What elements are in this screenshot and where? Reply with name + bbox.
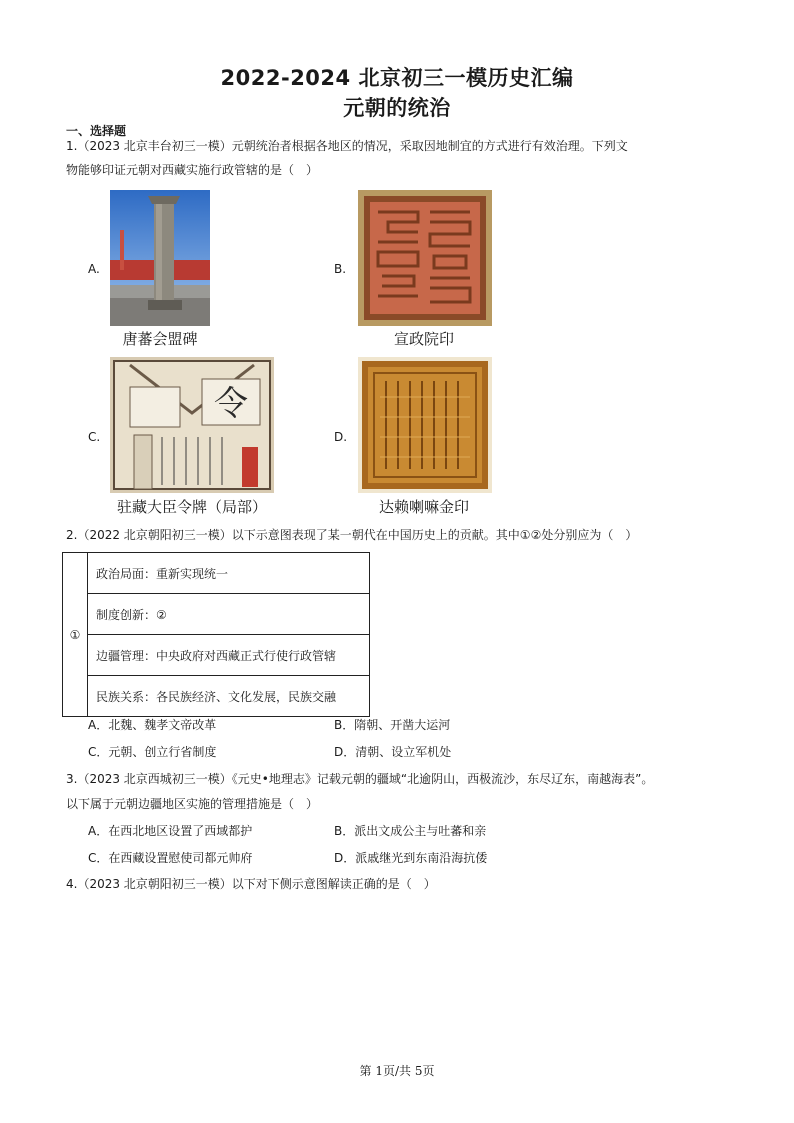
q4-stem: 4.（2023 北京朝阳初三一模）以下对下侧示意图解读正确的是（ ）: [66, 877, 436, 891]
q3-stem-line2: 以下属于元朝边疆地区实施的管理措施是（ ）: [66, 797, 319, 811]
q2-option-b: B．隋朝、开凿大运河: [334, 718, 451, 732]
golden-seal-image: [358, 357, 492, 493]
q3-stem-line1: 3.（2023 北京西城初三一模）《元史•地理志》记载元朝的疆域“北逾阴山，西极流沙，东尽辽东，南越海表”。: [66, 772, 654, 786]
q1-option-d-caption: 达赖喇嘛金印: [378, 498, 469, 516]
q1-option-b-letter: B.: [334, 262, 347, 276]
q2-row-frontier: 边疆管理：中央政府对西藏正式行使行政管辖: [88, 635, 370, 676]
q1-option-a-caption: 唐蕃会盟碑: [122, 330, 198, 348]
q3-option-d: D．派戚继光到东南沿海抗倭: [334, 851, 488, 865]
q2-blank-1: ①: [63, 553, 88, 717]
q2-diagram-table: [62, 552, 370, 717]
stele-photo: [110, 190, 210, 326]
q3-option-b: B．派出文成公主与吐蕃和亲: [334, 824, 487, 838]
q1-stem-line2: 物能够印证元朝对西藏实施行政管辖的是（ ）: [66, 163, 319, 177]
q2-option-c: C．元朝、创立行省制度: [88, 745, 217, 759]
token-glyph: 令: [214, 384, 248, 424]
q1-option-d-letter: D.: [334, 430, 348, 444]
document-subtitle: 元朝的统治: [343, 96, 451, 120]
document-title: 2022-2024 北京初三一模历史汇编: [220, 66, 574, 90]
q1-option-c-letter: C.: [88, 430, 101, 444]
q2-option-d: D．清朝、设立军机处: [334, 745, 452, 759]
q2-row-institution: 制度创新：②: [88, 594, 370, 635]
section-heading: 一、选择题: [66, 124, 127, 138]
seal-xuanzhengyuan-image: [358, 190, 492, 326]
q1-option-b-caption: 宣政院印: [393, 330, 454, 348]
q1-option-c-caption: 驻藏大臣令牌（局部）: [116, 498, 267, 516]
q1-option-a-letter: A.: [88, 262, 100, 276]
token-plaque-image: [110, 357, 274, 493]
q2-row-ethnic: 民族关系：各民族经济、文化发展，民族交融: [88, 676, 370, 717]
q2-stem: 2.（2022 北京朝阳初三一模）以下示意图表现了某一朝代在中国历史上的贡献。其中①②处分别应为（ ）: [66, 528, 638, 542]
q3-option-c: C．在西藏设置慰使司都元帅府: [88, 851, 253, 865]
page-footer: 第 1页/共 5页: [359, 1064, 435, 1078]
q2-row-politics: 政治局面：重新实现统一: [88, 553, 370, 594]
q2-option-a: A．北魏、魏孝文帝改革: [88, 718, 217, 732]
q3-option-a: A．在西北地区设置了西域都护: [88, 824, 253, 838]
q1-stem-line1: 1.（2023 北京丰台初三一模）元朝统治者根据各地区的情况，采取因地制宜的方式进行有效治理。下列文: [66, 139, 628, 153]
